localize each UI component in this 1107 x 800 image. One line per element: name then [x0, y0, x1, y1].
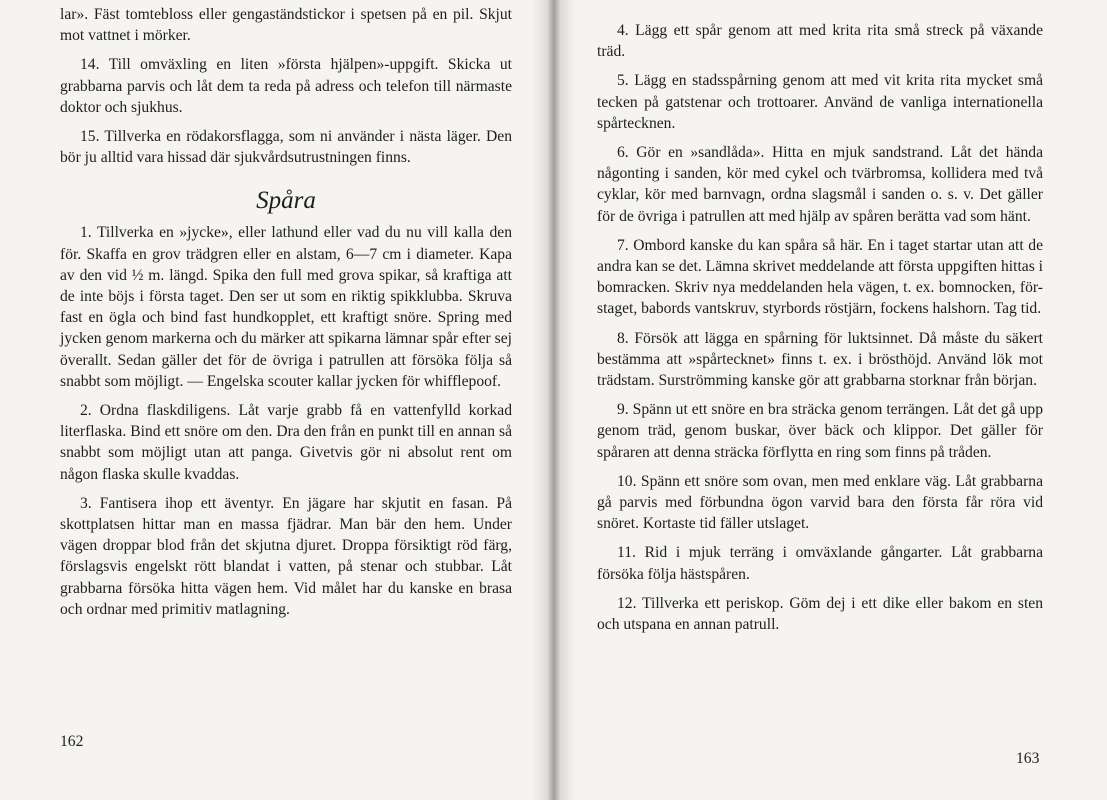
paragraph-1: 1. Tillverka en »jycke», eller lathund eller vad du nu vill kalla den för. Skaffa en grov trädgren eller en alstam, 6—7 cm i diameter. Kapa av den vid ½ m. längd. Spika den full med grova spikar, så kraftiga att de inte böjs i första taget. Den ser ut som en riktig spikklubba. Skruva fast en ögla och bind fast hundkopplet, ett kraftigt snöre. Spring med jycken genom markerna och du märker att spikarna lämnar spår efter sej överallt. Sedan gäller det för de övriga i patrullen att försöka följa så snabbt som möjligt. — Engelska scouter kallar jycken för whifflepoof.: [60, 224, 512, 390]
paragraph-11: 11. Rid i mjuk terräng i omväxlande gångarter. Låt grabbarna försöka följa hästspåren.: [597, 544, 1043, 583]
paragraph-5: 5. Lägg en stadsspårning genom att med vit krita rita mycket små tecken på gatstenar och trottoarer. Använd de vanliga internationella spårtecknen.: [597, 72, 1043, 132]
paragraph-15: 15. Tillverka en rödakorsflagga, som ni använder i nästa läger. Den bör ju alltid vara hissad där sjukvårdsutrustningen finns.: [60, 128, 512, 167]
page-number-left: 162: [60, 733, 84, 750]
paragraph-7: 7. Ombord kanske du kan spåra så här. En i taget startar utan att de andra kan se det. Lämna skrivet meddelande att första uppgiften hittas i bomracken. Skriv nya meddelanden hela vägen, t. ex. bomnocken, för-staget, babords vantskruv, styrbords röstjärn, fockens halshorn. Tag tid.: [597, 236, 1044, 318]
section-heading: Spåra: [256, 187, 316, 215]
paragraph-8: 8. Försök att lägga en spårning för luktsinnet. Då måste du säkert bestämma att »spårtecknet» finns t. ex. i brösthöjd. Använd lök mot trädstam. Surströmming kanske gör att grabbarna storknar från början.: [597, 329, 1043, 390]
paragraph-14: 14. Till omväxling en liten »första hjälpen»-uppgift. Skicka ut grabbarna parvis och låt dem ta reda på adress och telefon till närmaste doktor och sjukhus.: [60, 56, 512, 116]
paragraph-9: 9. Spänn ut ett snöre en bra sträcka genom terrängen. Låt det gå upp genom träd, genom buskar, över bäck och klippor. Det gäller för spåraren att denna sträcka förflytta en ring som finns på tråden.: [597, 401, 1043, 461]
page-number-right: 163: [1016, 750, 1040, 767]
right-page-text: [597, 20, 1043, 643]
left-page: [0, 0, 553, 800]
paragraph-4: 4. Lägg ett spår genom att med krita rita små streck på växande träd.: [597, 22, 1043, 61]
paragraph-6: 6. Gör en »sandlåda». Hitta en mjuk sandstrand. Låt det hända någonting i sanden, kör med cykel och tvärbromsa, kollidera med två cyklar, kör med barnvagn, ordna slagsmål i sanden o. s. v. Det gäller för de övriga i patrullen att med hjälp av spåren berätta vad som hänt.: [597, 144, 1043, 225]
paragraph-2: 2. Ordna flaskdiligens. Låt varje grabb få en vattenfylld korkad literflaska. Bind ett snöre om den. Dra den från en punkt till en annan så snabbt som möjligt utan att panga. Givetvis gör ni absolut rent om någon flaska skulle kvaddas.: [60, 402, 512, 483]
left-page-text: [60, 4, 512, 628]
paragraph-continued: lar». Fäst tomtebloss eller gengaständstickor i spetsen på en pil. Skjut mot vattnet i mörker.: [60, 6, 512, 45]
paragraph-10: 10. Spänn ett snöre som ovan, men med enklare väg. Låt grabbarna gå parvis med förbundna ögon varvid bara den första får röra vid snöret. Kortaste tid fäller utslaget.: [597, 472, 1043, 533]
book-gutter-shadow: [532, 0, 576, 800]
paragraph-12: 12. Tillverka ett periskop. Göm dej i ett dike eller bakom en sten och utspana en annan patrull.: [597, 594, 1043, 634]
paragraph-3: 3. Fantisera ihop ett äventyr. En jägare har skjutit en fasan. På skottplatsen hittar man en massa fjädrar. Man bär den hem. Under vägen droppar blod från det skjutna djuret. Droppa försiktigt röd färg, förslagsvis engelskt rött blandat i vatten, på stenar och stubbar. Låt grabbarna försöka hitta vägen hem. Vid målet har du kanske en brasa och ordnar med primitiv matlagning.: [60, 494, 512, 618]
